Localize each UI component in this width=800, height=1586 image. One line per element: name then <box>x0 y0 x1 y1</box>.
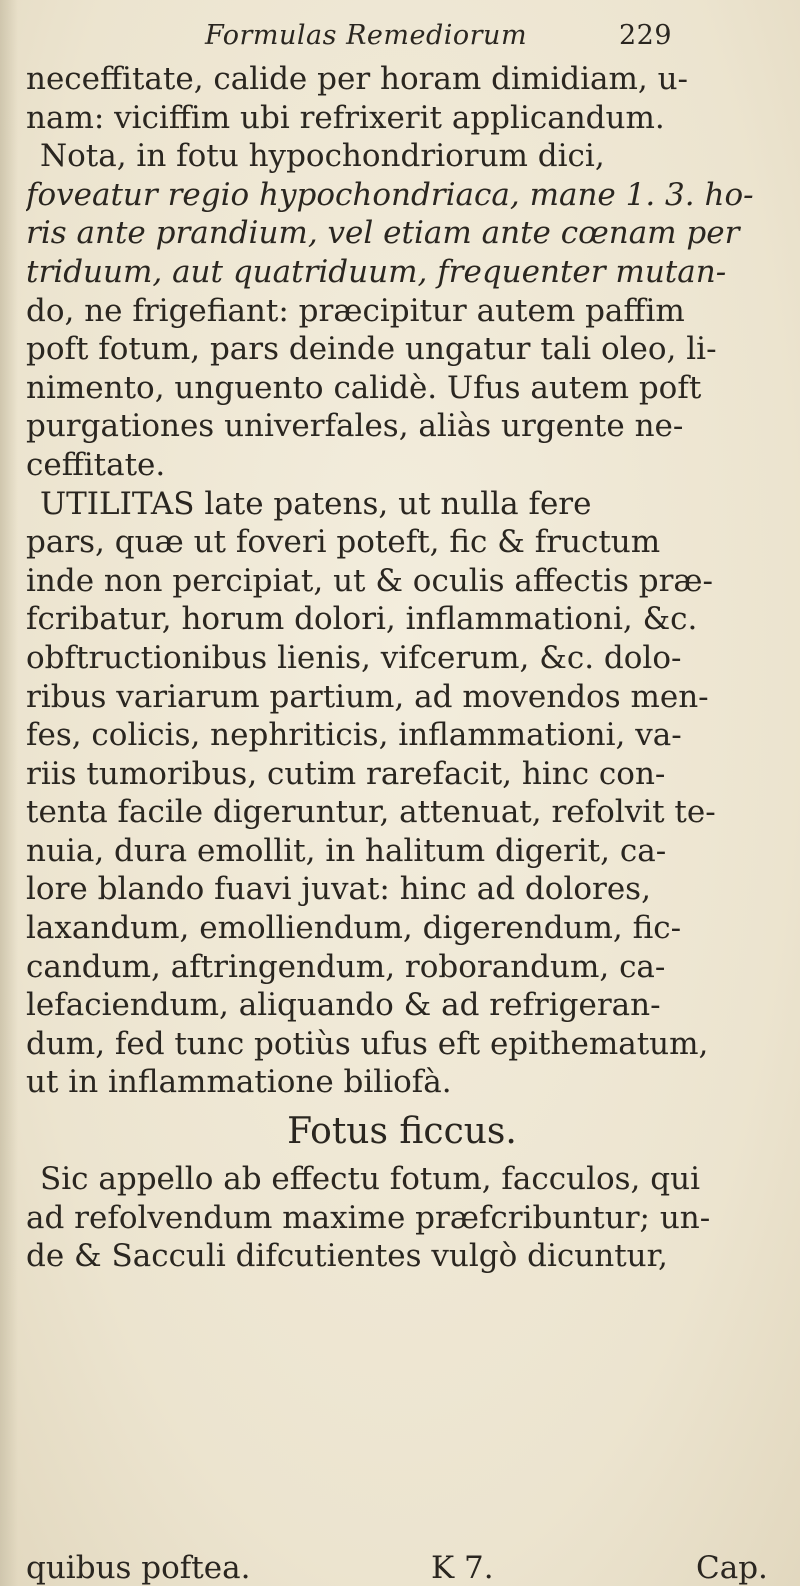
text-line: tenta facile digeruntur, attenuat, refolvit te- <box>26 794 716 831</box>
text-line: ribus variarum partium, ad movendos men- <box>26 678 709 715</box>
footer-line <box>26 1550 778 1584</box>
text-line: do, ne frigefiant: præcipitur autem paffim <box>26 292 685 329</box>
text-line: poft fotum, pars deinde ungatur tali oleo, li- <box>26 331 717 368</box>
text-line: triduum, aut quatriduum, frequenter mutan- <box>26 253 727 290</box>
text-line: UTILITAS late patens, ut nulla fere <box>40 485 592 522</box>
text-line: obftructionibus lienis, vifcerum, &c. dolo- <box>26 639 682 676</box>
text-line: Nota, in fotu hypochondriorum dici, <box>40 138 605 175</box>
text-line: laxandum, emolliendum, digerendum, fic- <box>26 910 682 947</box>
signature-mark: K 7. <box>431 1550 494 1586</box>
text-line: candum, aftringendum, roborandum, ca- <box>26 948 666 985</box>
text-line: nimento, unguento calidè. Ufus autem poft <box>26 369 702 406</box>
text-line: dum, fed tunc potiùs ufus eft epithematum, <box>26 1025 709 1062</box>
text-line: neceffitate, calide per horam dimidiam, u- <box>26 61 689 97</box>
text-line: lefaciendum, aliquando & ad refrigeran- <box>26 987 661 1024</box>
catchword: Cap. <box>696 1550 768 1586</box>
text-line: inde non percipiat, ut & oculis affectis præ- <box>26 562 713 599</box>
text-line: ad refolvendum maxime præfcribuntur; un- <box>26 1199 711 1236</box>
text-line: lore blando fuavi juvat: hinc ad dolores, <box>26 871 651 908</box>
body-text <box>26 60 778 1276</box>
section-heading: Fotus ficcus. <box>287 1111 517 1153</box>
text-line: ut in inflammatione biliofà. <box>26 1064 452 1101</box>
text-line: de & Sacculi difcutientes vulgò dicuntur, <box>26 1238 668 1275</box>
text-line: foveatur regio hypochondriaca, mane 1. 3. ho- <box>26 176 754 213</box>
running-head <box>205 14 765 58</box>
text-line: nam: viciffim ubi refrixerit applicandum. <box>26 99 665 136</box>
text-line: nuia, dura emollit, in halitum digerit, ca- <box>26 832 667 869</box>
text-line: ris ante prandium, vel etiam ante cœnam per <box>26 215 740 252</box>
text-line: Sic appello ab effectu fotum, facculos, qui <box>40 1161 700 1198</box>
text-line: quibus poftea. <box>26 1550 251 1586</box>
text-line: fcribatur, horum dolori, inflammationi, &c. <box>26 601 698 638</box>
text-line: fes, colicis, nephriticis, inflammationi, va- <box>26 717 682 754</box>
page-number: 229 <box>619 20 673 51</box>
text-line: purgationes univerfales, aliàs urgente ne- <box>26 408 684 445</box>
text-line: ceffitate. <box>26 446 166 483</box>
gutter-shadow <box>0 0 18 1586</box>
running-title: Formulas Remediorum <box>205 20 528 51</box>
text-line: pars, quæ ut foveri poteft, fic & fructum <box>26 524 661 561</box>
text-line: riis tumoribus, cutim rarefacit, hinc con- <box>26 755 666 792</box>
